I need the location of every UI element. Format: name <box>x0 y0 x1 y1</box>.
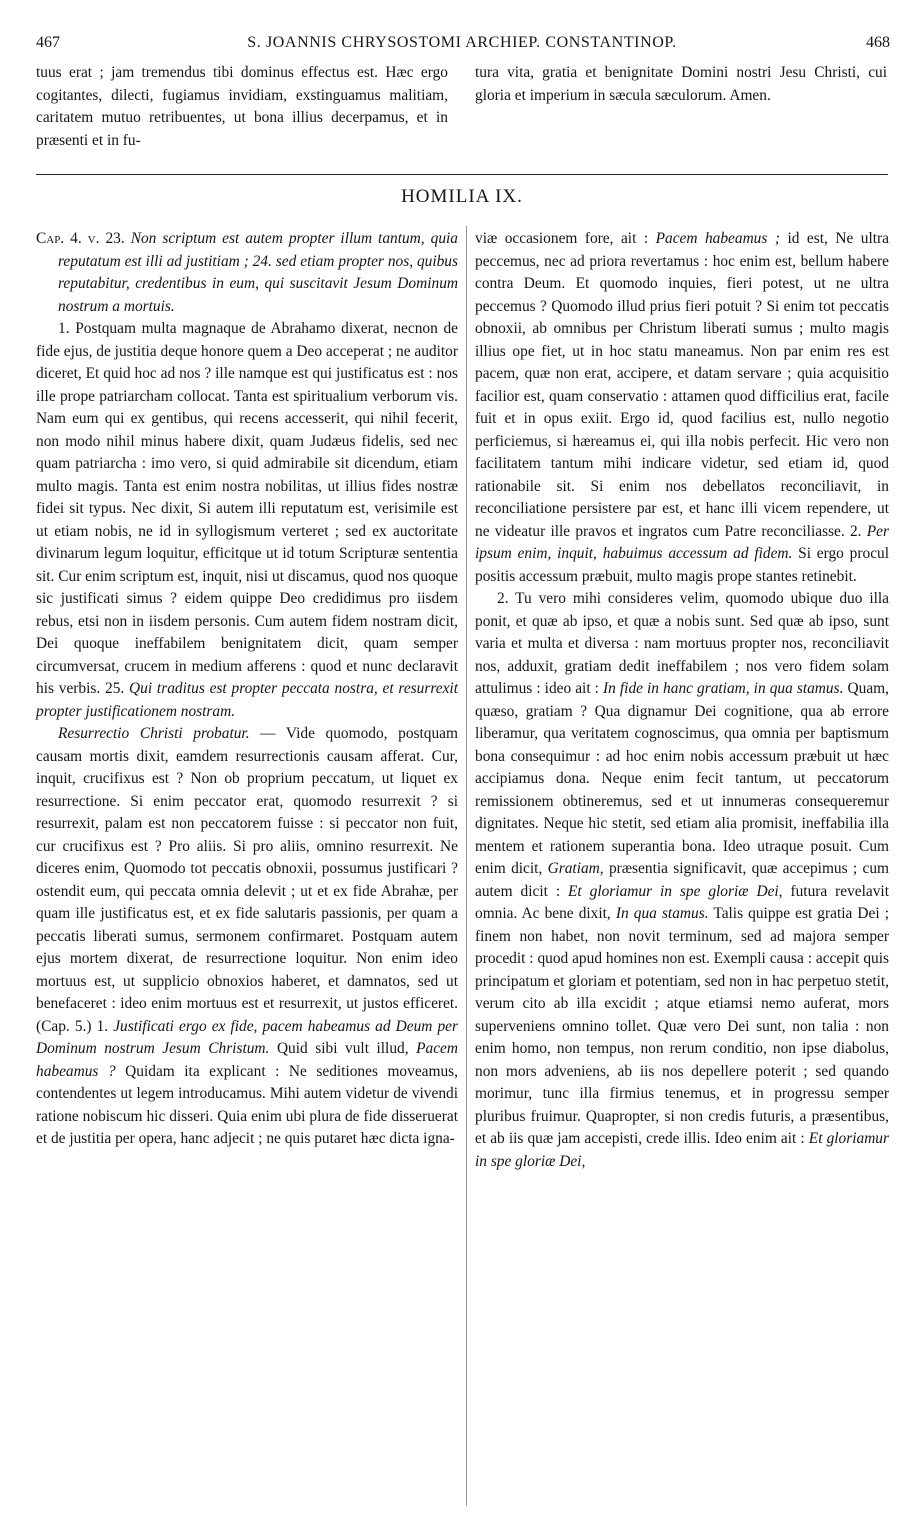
paragraph-2 <box>36 723 458 1151</box>
chapter-citation <box>36 228 458 318</box>
top-left-column <box>36 62 448 152</box>
running-head <box>0 34 924 56</box>
paragraph-4-text-a: 2. Tu vero mihi consideres velim, quomodo ubique duo illa ponit, et quæ ab ipso, et quæ a nobis sunt. Sed quæ ab ipso, sunt varia et multa et diversa : nam mortuus propter nos, reconciliavit nos, adduxit, gratiam dedit ineffabilem ; nos vero fidem solam attulimus : ideo ait : <box>475 590 889 697</box>
chapter-label: Cap. 4. v. 23. <box>36 230 125 247</box>
paragraph-3-scripture-a: Pacem habeamus ; <box>655 230 780 247</box>
paragraph-3-text-a: viæ occasionem fore, ait : <box>475 230 649 247</box>
paragraph-4-scripture-d: In qua stamus. <box>615 905 709 922</box>
column-divider <box>466 226 467 1506</box>
paragraph-2-text: — Vide quomodo, postquam causam mortis dixit, eamdem resurrectionis causam afferat. Cur, inquit, crucifixus est ? Non ob proprium peccatum, ut liquet ex resurrectione. Si enim peccator erat, quomodo resurrexit ? si resurrexit, palam est non peccatorem fuisse : si peccator non fuit, cur crucifixus est ? Pro aliis. Si pro aliis, omnino resurrexit. Ne diceres enim, Quomodo tot peccatis obnoxii, possumus justificari ? ostendit eum, qui peccata omnia delevit ; ut et ex fide Abrahæ, per quam ille justificatus est, et ex fide salutaris passionis, per quam a peccatis liberati sumus, sermonem confirmaret. Postquam autem ejus mortem dixerat, de resurrectione loquitur. Non enim ideo mortuus est, ut supplicio obnoxios haberet, et damnatos, sed ut benefaceret : ideo enim mortuus est et resurrexit, ut justos efficeret. (Cap. 5.) 1. <box>36 725 458 1035</box>
top-right-column <box>475 62 887 107</box>
top-left-text: tuus erat ; jam tremendus tibi dominus effectus est. Hæc ergo cogitantes, dilecti, fugiamus invidiam, exstinguamus malitiam, caritatem mutuo retribuentes, ut bona illius decerpamus, et in præsenti et in fu- <box>36 64 448 149</box>
paragraph-4-scripture-a: In fide in hanc gratiam, in qua stamus. <box>603 680 844 697</box>
homily-title: HOMILIA IX. <box>401 186 523 207</box>
paragraph-4-scripture-e: Et gloriamur in spe gloriæ Dei, <box>475 1130 889 1170</box>
paragraph-1-text: 1. Postquam multa magnaque de Abrahamo dixerat, necnon de fide ejus, de justitia deque honore quem a Deo acceperat ; ne auditor diceret, Et quid hoc ad nos ? ille namque est qui justificatus est : nos ille prope patriarcham collocat. Tanta est spiritualium verborum vis. Nam eum qui ex gentibus, qui recens accesserit, qui nihil fecerit, non modo nihil minus habere dixit, quam Judæus fidelis, sed nec quam patriarcha : imo vero, si quid admirabile sit dicendum, etiam multo magis. Tanta est enim nostra nobilitas, ut illius fides nostræ fidei sit typus. Nec dixit, Si autem illi reputatum est, verisimile est ut etiam nobis, ne id in syllogismum verteret ; sed ex auctoritate divinarum legum loquitur, efficitque ut id totum Scripturæ sententia sit. Cur enim scriptum est, inquit, nisi ut discamus, quod nos quoque sic justificati simus ? eidem quippe Deo credidimus pro iisdem rebus, etsi non in iisdem personis. Cum autem fidem nostram dicit, Dei quoque ineffabilem benignitatem dicit, quam semper circumversat, crucem in medium afferens : quod et nunc declaravit his verbis. 25. <box>36 320 458 697</box>
paragraph-3-text-b: id est, Ne ultra peccemus, nec ad priora revertamus : hoc enim est, bellum habere contra Deum. Et quomodo inquies, fieri potest, ut ne ultra peccemus ? Quomodo illud prius fieri potuit ? Si enim tot peccatis obnoxii, ab omnibus per Christum liberati sumus ; multo magis illius ope fiet, ut in hoc statu maneamus. Non par enim res est pacem, quæ non erat, accipere, et datam servare ; quia acquisitio facilior est, quam conservatio : attamen quod difficilius erat, facile fuit et in opus exiit. Ergo id, quod facilius est, nullo negotio perficiemus, si hæreamus ei, qui illa nobis perfecit. Hic vero non facilitatem tantum mihi indicare videtur, sed etiam id, quod rationabile sit. Si enim nos debellatos reconciliavit, in reconciliatione persistere par est, et hanc illi vicem rependere, ut ne videatur ille pravos et ingratos cum Patre reconciliasse. 2. <box>475 230 889 540</box>
paragraph-3-text-c: Si ergo procul positis accessum præbuit, multo magis prope stantes retinebit. <box>475 545 889 585</box>
paragraph-4-scripture-c: Et gloriamur in spe gloriæ Dei, <box>568 882 783 900</box>
paragraph-4-text-c: præsentia significavit, quæ accepimus ; cum autem dicit : <box>475 860 889 900</box>
paragraph-4-text-b: Quam, quæso, gratiam ? Qua dignamur Dei cognitione, qua ab errore liberamur, qua veritatem cognoscimus, qua omnia per baptismum bona consequimur : ad hoc enim nobis accessum præbuit ut hæc accipiamus dona. Neque enim fecit tantum, ut peccatorum remissionem obtineremus, sed et ut innumeras consequeremur dignitates. Neque hic stetit, sed etiam alia promisit, ineffabilia illa mentem et rationem superantia bona. Ideo utraque posuit. Cum enim dicit, <box>475 680 889 877</box>
top-right-text: tura vita, gratia et benignitate Domini nostri Jesu Christi, cui gloria et imperium in sæcula sæculorum. Amen. <box>475 64 887 104</box>
paragraph-2-tail-b: Quidam ita explicant : Ne seditiones moveamus, contendentes ut legem introducamus. Mihi autem videtur de vivendi ratione nobiscum hic disseri. Quia enim ubi plura de fide disseruerat et de justitia per opera, hanc adjecit ; ne quis putaret hæc dicta igna- <box>36 1062 458 1147</box>
chapter-scripture: Non scriptum est autem propter illum tantum, quia reputatum est illi ad justitiam ; 24. sed etiam propter nos, quibus reputabitur, credentibus in eum, qui suscitavit Jesum Dominum nostrum a mortuis. <box>58 230 458 315</box>
section-rule <box>36 174 888 175</box>
left-column <box>36 228 458 1151</box>
paragraph-2-tail-a: Quid sibi vult illud, <box>276 1040 409 1057</box>
paragraph-1 <box>36 318 458 723</box>
page-number-right: 468 <box>866 34 890 51</box>
paragraph-2-scripture: Justificati ergo ex fide, pacem habeamus ad Deum per Dominum nostrum Jesum Christum. <box>36 1017 458 1057</box>
paragraph-3-scripture-b: Per ipsum enim, inquit, habuimus accessum ad fidem. <box>475 522 889 562</box>
paragraph-4-text-d: futura revelavit omnia. Ac bene dixit, <box>475 882 889 922</box>
section-heading: Resurrectio Christi probatur. <box>58 725 250 742</box>
paragraph-4-text-e: Talis quippe est gratia Dei ; finem non habet, non novit terminum, sed ad majora semper procedit : quod apud homines non est. Exempli causa : accepit quis principatum et gloriam et potentiam, sed non in hac perpetuo stetit, verum cito ab illa excidit ; atque etiamsi nemo auferat, mors superveniens omnino tollet. Quæ vero Dei sunt, non talia : non enim homo, non tempus, non rerum conditio, non ipse diabolus, non mors adveniens, ab iis nos depellere poterit ; sed quando morimur, tunc illa firmius tenemus, et in progressu semper pluribus fruimur. Quapropter, si non credis futuris, a præsentibus, et ab iis quæ jam accepisti, crede illis. Ideo enim ait : <box>475 905 889 1147</box>
running-title: S. JOANNIS CHRYSOSTOMI ARCHIEP. CONSTANTINOP. <box>247 34 677 51</box>
page-number-left: 467 <box>36 34 60 51</box>
right-column <box>475 228 889 1173</box>
paragraph-4-scripture-b: Gratiam, <box>547 860 604 877</box>
paragraph-3 <box>475 228 889 588</box>
paragraph-2-scripture-b: Pacem habeamus ? <box>36 1040 458 1080</box>
paragraph-4 <box>475 588 889 1173</box>
paragraph-1-scripture: Qui traditus est propter peccata nostra, et resurrexit propter justificationem nostram. <box>36 680 458 720</box>
